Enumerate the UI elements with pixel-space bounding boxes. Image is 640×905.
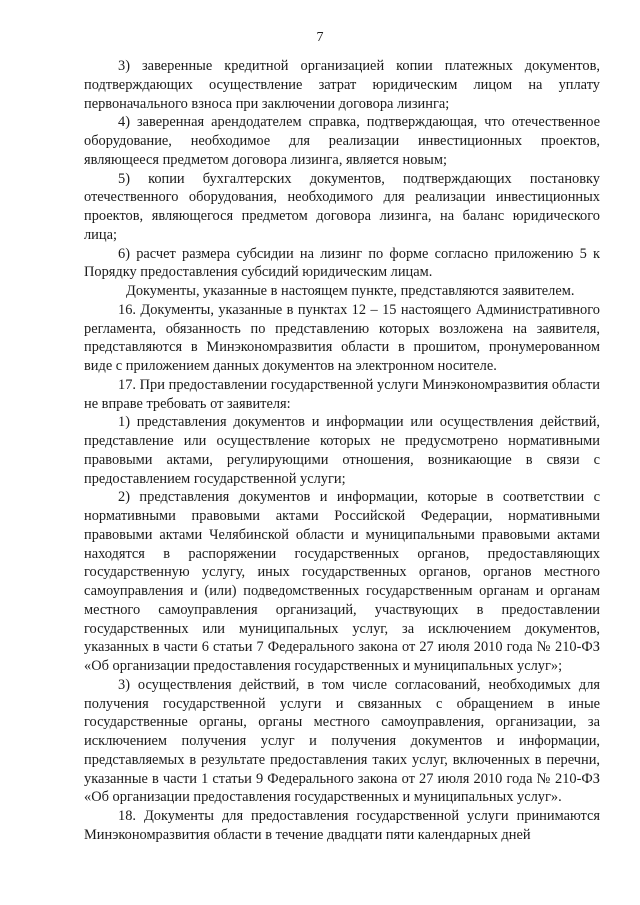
paragraph-item-3: 3) заверенные кредитной организацией копии платежных документов, подтверждающих осуществление затрат юридическим лицом на уплату первоначального взноса при заключении договора лизинга; — [84, 58, 600, 112]
page-number: 7 — [316, 30, 324, 45]
paragraph-clause-17-item-3: 3) осуществления действий, в том числе согласований, необходимых для получения государственной услуги и связанных с обращением в иные государственные органы, органы местного самоуправления, организации, за исключением получения услуг и получения документов и информации, представляемых в результате предоставления таких услуг, включенных в перечни, указанные в части 1 статьи 9 Федерального закона от 27 июля 2010 года № 210-ФЗ «Об организации предоставления государственных и муниципальных услуг». — [84, 676, 600, 806]
paragraph-clause-16: 16. Документы, указанные в пунктах 12 – 15 настоящего Административного регламента, обязанность по представлению которых возложена на заявителя, представляются в Минэкономразвития области в прошитом, пронумерованном виде с приложением данных документов на электронном носителе. — [84, 301, 600, 374]
paragraph-item-4: 4) заверенная арендодателем справка, подтверждающая, что отечественное оборудование, необходимое для реализации инвестиционных проектов, являющееся предметом договора лизинга, является новым; — [84, 114, 600, 168]
document-body — [84, 57, 600, 845]
paragraph-clause-17-item-1: 1) представления документов и информации или осуществления действий, представление или осуществление которых не предусмотрено нормативными правовыми актами, регулирующими отношения, возникающие в связи с предоставлением государственной услуги; — [84, 414, 600, 487]
paragraph-clause-17-item-2: 2) представления документов и информации, которые в соответствии с нормативными правовыми актами Российской Федерации, нормативными правовыми актами Челябинской области и муниципальными правовыми актами находятся в распоряжении государственных органов, предоставляющих государственную услугу, иных государственных органов, органов местного самоуправления и (или) подведомственных государственным органам и органам местного самоуправления организаций, участвующих в предоставлении государственных или муниципальных услуг, за исключением документов, указанных в части 6 статьи 7 Федерального закона от 27 июля 2010 года № 210-ФЗ «Об организации предоставления государственных и муниципальных услуг»; — [84, 489, 600, 674]
paragraph-clause-18: 18. Документы для предоставления государственной услуги принимаются Минэкономразвития области в течение двадцати пяти календарных дней — [84, 808, 600, 843]
paragraph-clause-17: 17. При предоставлении государственной услуги Минэкономразвития области не вправе требовать от заявителя: — [84, 376, 600, 412]
paragraph-documents-note: Документы, указанные в настоящем пункте, представляются заявителем. — [126, 283, 575, 299]
paragraph-item-5: 5) копии бухгалтерских документов, подтверждающих постановку отечественного оборудования, необходимого для реализации инвестиционных проектов, являющегося предметом договора лизинга, на баланс юридического лица; — [84, 170, 600, 243]
paragraph-item-6: 6) расчет размера субсидии на лизинг по форме согласно приложению 5 к Порядку предоставления субсидий юридическим лицам. — [84, 245, 600, 281]
